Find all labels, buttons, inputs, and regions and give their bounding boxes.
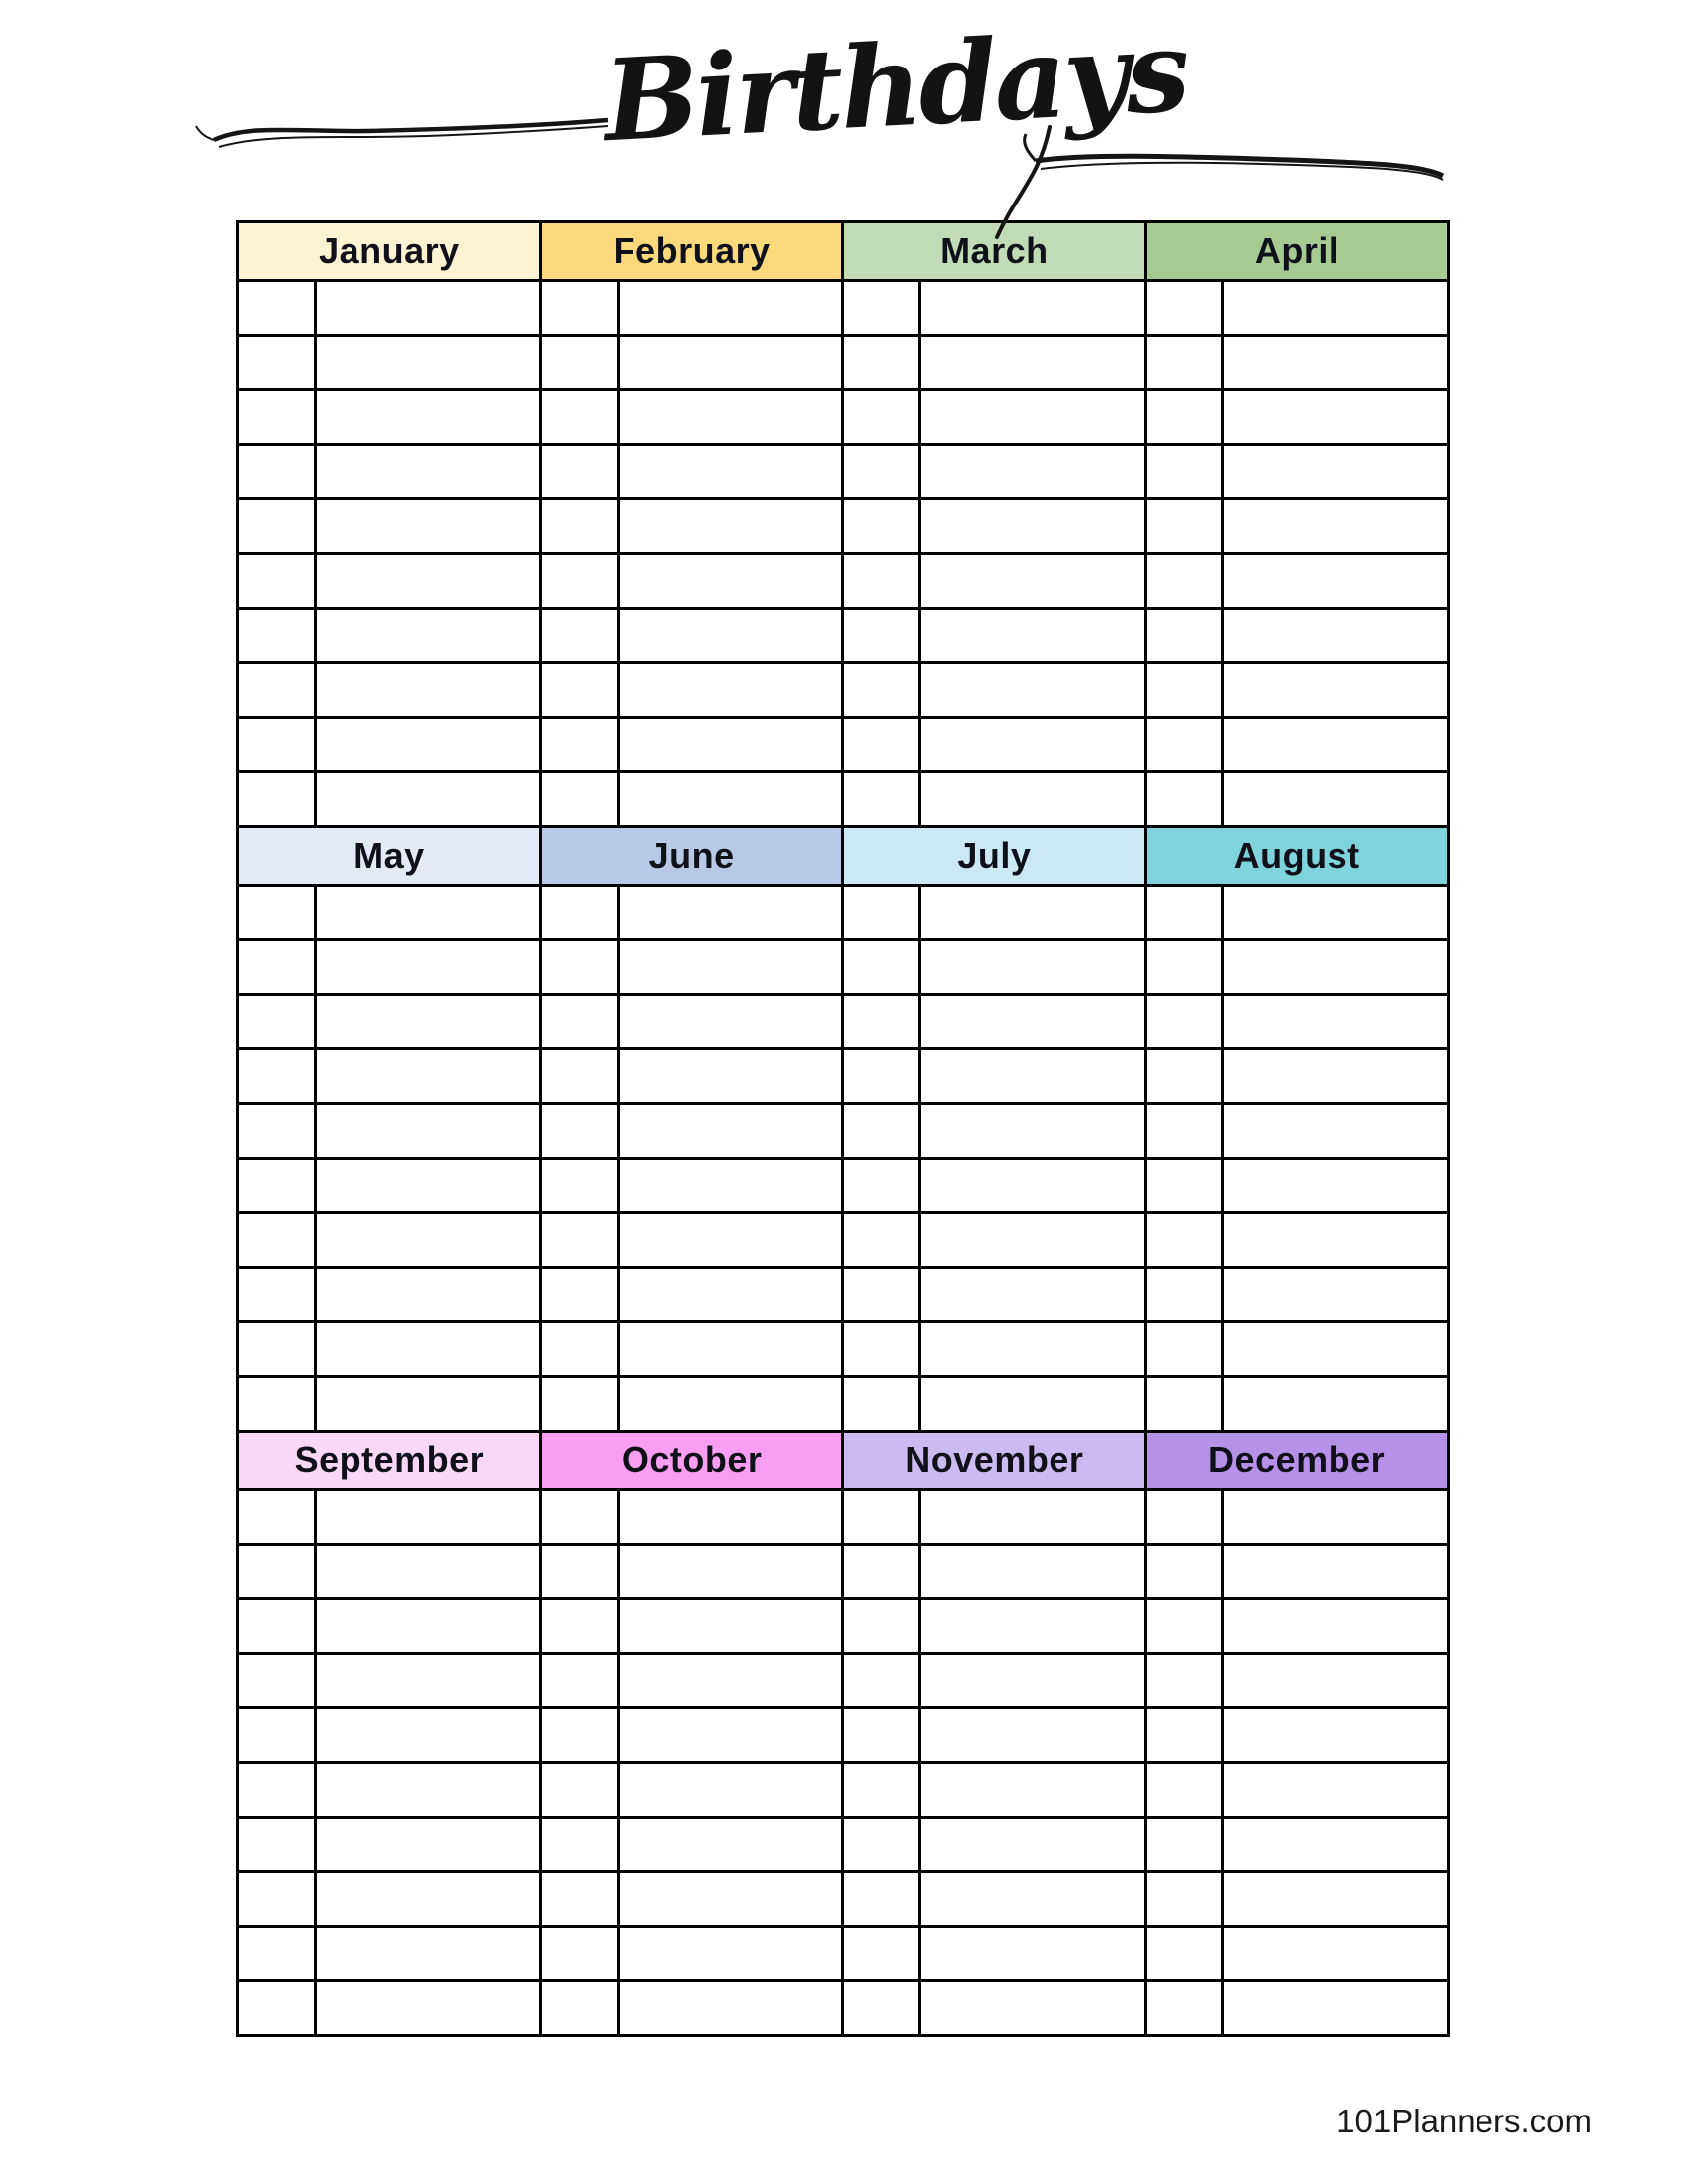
entry-row [238,1104,1449,1159]
december-name-cell[interactable] [1223,1708,1449,1763]
november-name-cell[interactable] [920,1708,1146,1763]
month-header-march: March [843,222,1146,281]
november-date-cell[interactable] [843,1981,920,2036]
entry-row [238,1049,1449,1104]
october-date-cell[interactable] [540,1818,618,1872]
february-name-cell[interactable] [618,390,843,445]
entry-row [238,281,1449,336]
january-date-cell[interactable] [238,281,316,336]
may-name-cell[interactable] [316,995,541,1049]
july-name-cell[interactable] [920,1159,1146,1213]
september-date-cell[interactable] [238,1763,316,1818]
june-date-cell[interactable] [540,1213,618,1268]
month-header-row [238,222,1449,281]
february-date-cell[interactable] [540,772,618,827]
month-header-october: October [540,1432,843,1490]
september-name-cell[interactable] [316,1927,541,1981]
july-date-cell[interactable] [843,886,920,940]
april-name-cell[interactable] [1223,663,1449,718]
december-date-cell[interactable] [1146,1981,1223,2036]
november-date-cell[interactable] [843,1763,920,1818]
entry-row [238,390,1449,445]
november-name-cell[interactable] [920,1818,1146,1872]
june-name-cell[interactable] [618,1104,843,1159]
entry-row [238,1599,1449,1654]
july-date-cell[interactable] [843,995,920,1049]
may-name-cell[interactable] [316,1322,541,1377]
november-name-cell[interactable] [920,1599,1146,1654]
june-name-cell[interactable] [618,1049,843,1104]
entry-row [238,886,1449,940]
january-name-cell[interactable] [316,718,541,772]
april-name-cell[interactable] [1223,772,1449,827]
december-name-cell[interactable] [1223,1490,1449,1545]
april-name-cell[interactable] [1223,609,1449,663]
august-name-cell[interactable] [1223,940,1449,995]
june-name-cell[interactable] [618,1159,843,1213]
entry-row [238,772,1449,827]
month-header-september: September [238,1432,541,1490]
march-name-cell[interactable] [920,718,1146,772]
month-header-row [238,1432,1449,1490]
july-name-cell[interactable] [920,1322,1146,1377]
entry-row [238,995,1449,1049]
april-date-cell[interactable] [1146,281,1223,336]
december-name-cell[interactable] [1223,1981,1449,2036]
march-date-cell[interactable] [843,499,920,554]
august-date-cell[interactable] [1146,995,1223,1049]
april-name-cell[interactable] [1223,554,1449,609]
entry-row [238,1268,1449,1322]
title-flourish-left [214,120,608,140]
september-name-cell[interactable] [316,1763,541,1818]
october-date-cell[interactable] [540,1708,618,1763]
april-date-cell[interactable] [1146,772,1223,827]
december-name-cell[interactable] [1223,1872,1449,1927]
december-date-cell[interactable] [1146,1654,1223,1708]
december-date-cell[interactable] [1146,1545,1223,1599]
september-name-cell[interactable] [316,1599,541,1654]
august-name-cell[interactable] [1223,1268,1449,1322]
july-date-cell[interactable] [843,1213,920,1268]
august-date-cell[interactable] [1146,1268,1223,1322]
february-date-cell[interactable] [540,718,618,772]
august-date-cell[interactable] [1146,1049,1223,1104]
may-date-cell[interactable] [238,1049,316,1104]
march-date-cell[interactable] [843,281,920,336]
november-date-cell[interactable] [843,1654,920,1708]
august-date-cell[interactable] [1146,1377,1223,1432]
october-name-cell[interactable] [618,1763,843,1818]
may-name-cell[interactable] [316,886,541,940]
december-date-cell[interactable] [1146,1818,1223,1872]
october-name-cell[interactable] [618,1599,843,1654]
birthday-table-body [238,222,1449,2036]
september-date-cell[interactable] [238,1708,316,1763]
september-name-cell[interactable] [316,1981,541,2036]
october-name-cell[interactable] [618,1981,843,2036]
october-name-cell[interactable] [618,1490,843,1545]
december-date-cell[interactable] [1146,1599,1223,1654]
march-name-cell[interactable] [920,336,1146,390]
december-date-cell[interactable] [1146,1490,1223,1545]
title-flourish-left-echo [219,126,608,147]
april-name-cell[interactable] [1223,281,1449,336]
september-date-cell[interactable] [238,1872,316,1927]
entry-row [238,718,1449,772]
may-name-cell[interactable] [316,1213,541,1268]
month-header-april: April [1146,222,1449,281]
entry-row [238,1872,1449,1927]
march-name-cell[interactable] [920,554,1146,609]
february-date-cell[interactable] [540,281,618,336]
may-name-cell[interactable] [316,1104,541,1159]
january-name-cell[interactable] [316,609,541,663]
entry-row [238,1490,1449,1545]
september-name-cell[interactable] [316,1654,541,1708]
november-name-cell[interactable] [920,1872,1146,1927]
september-date-cell[interactable] [238,1545,316,1599]
entry-row [238,1763,1449,1818]
december-name-cell[interactable] [1223,1654,1449,1708]
april-date-cell[interactable] [1146,445,1223,499]
july-date-cell[interactable] [843,1322,920,1377]
february-date-cell[interactable] [540,609,618,663]
february-name-cell[interactable] [618,445,843,499]
entry-row [238,940,1449,995]
november-date-cell[interactable] [843,1927,920,1981]
april-date-cell[interactable] [1146,609,1223,663]
april-date-cell[interactable] [1146,554,1223,609]
july-name-cell[interactable] [920,1049,1146,1104]
month-header-july: July [843,827,1146,886]
february-date-cell[interactable] [540,554,618,609]
july-name-cell[interactable] [920,1268,1146,1322]
february-date-cell[interactable] [540,445,618,499]
september-name-cell[interactable] [316,1872,541,1927]
june-name-cell[interactable] [618,1377,843,1432]
april-name-cell[interactable] [1223,718,1449,772]
june-name-cell[interactable] [618,1213,843,1268]
july-name-cell[interactable] [920,886,1146,940]
may-name-cell[interactable] [316,1049,541,1104]
october-name-cell[interactable] [618,1654,843,1708]
march-date-cell[interactable] [843,772,920,827]
march-date-cell[interactable] [843,445,920,499]
october-name-cell[interactable] [618,1927,843,1981]
may-date-cell[interactable] [238,886,316,940]
april-date-cell[interactable] [1146,663,1223,718]
december-date-cell[interactable] [1146,1763,1223,1818]
october-date-cell[interactable] [540,1763,618,1818]
november-name-cell[interactable] [920,1927,1146,1981]
november-date-cell[interactable] [843,1708,920,1763]
entry-row [238,1159,1449,1213]
november-date-cell[interactable] [843,1545,920,1599]
march-date-cell[interactable] [843,663,920,718]
entry-row [238,609,1449,663]
february-date-cell[interactable] [540,336,618,390]
april-name-cell[interactable] [1223,336,1449,390]
march-name-cell[interactable] [920,609,1146,663]
entry-row [238,1818,1449,1872]
title-flourish-left-fork [196,126,214,140]
june-date-cell[interactable] [540,1268,618,1322]
june-name-cell[interactable] [618,995,843,1049]
march-date-cell[interactable] [843,336,920,390]
june-date-cell[interactable] [540,1377,618,1432]
may-date-cell[interactable] [238,995,316,1049]
february-name-cell[interactable] [618,499,843,554]
july-name-cell[interactable] [920,1213,1146,1268]
september-date-cell[interactable] [238,1599,316,1654]
january-name-cell[interactable] [316,663,541,718]
august-name-cell[interactable] [1223,995,1449,1049]
december-date-cell[interactable] [1146,1708,1223,1763]
november-name-cell[interactable] [920,1490,1146,1545]
june-date-cell[interactable] [540,886,618,940]
entry-row [238,499,1449,554]
july-name-cell[interactable] [920,995,1146,1049]
june-date-cell[interactable] [540,1049,618,1104]
october-date-cell[interactable] [540,1490,618,1545]
month-header-december: December [1146,1432,1449,1490]
august-name-cell[interactable] [1223,1322,1449,1377]
october-date-cell[interactable] [540,1599,618,1654]
entry-row [238,336,1449,390]
may-date-cell[interactable] [238,1104,316,1159]
may-date-cell[interactable] [238,1322,316,1377]
month-header-may: May [238,827,541,886]
february-name-cell[interactable] [618,336,843,390]
september-name-cell[interactable] [316,1818,541,1872]
may-date-cell[interactable] [238,1268,316,1322]
august-date-cell[interactable] [1146,1104,1223,1159]
september-date-cell[interactable] [238,1490,316,1545]
november-name-cell[interactable] [920,1981,1146,2036]
april-date-cell[interactable] [1146,336,1223,390]
september-date-cell[interactable] [238,1654,316,1708]
entry-row [238,1708,1449,1763]
august-name-cell[interactable] [1223,1213,1449,1268]
november-date-cell[interactable] [843,1818,920,1872]
january-name-cell[interactable] [316,390,541,445]
january-date-cell[interactable] [238,499,316,554]
december-name-cell[interactable] [1223,1599,1449,1654]
july-date-cell[interactable] [843,1268,920,1322]
january-name-cell[interactable] [316,336,541,390]
december-date-cell[interactable] [1146,1872,1223,1927]
october-name-cell[interactable] [618,1872,843,1927]
january-date-cell[interactable] [238,336,316,390]
october-name-cell[interactable] [618,1818,843,1872]
january-date-cell[interactable] [238,609,316,663]
november-date-cell[interactable] [843,1872,920,1927]
entry-row [238,1545,1449,1599]
march-name-cell[interactable] [920,772,1146,827]
march-name-cell[interactable] [920,445,1146,499]
footer-site-text: 101Planners.com [1336,2103,1592,2139]
entry-row [238,445,1449,499]
june-date-cell[interactable] [540,940,618,995]
entry-row [238,1213,1449,1268]
april-date-cell[interactable] [1146,499,1223,554]
entry-row [238,1322,1449,1377]
july-date-cell[interactable] [843,1104,920,1159]
title-flourish-right [1036,156,1443,176]
month-header-row [238,827,1449,886]
may-date-cell[interactable] [238,1377,316,1432]
month-header-february: February [540,222,843,281]
march-name-cell[interactable] [920,281,1146,336]
october-name-cell[interactable] [618,1545,843,1599]
february-name-cell[interactable] [618,609,843,663]
january-date-cell[interactable] [238,663,316,718]
entry-row [238,1377,1449,1432]
march-date-cell[interactable] [843,390,920,445]
may-date-cell[interactable] [238,940,316,995]
september-name-cell[interactable] [316,1490,541,1545]
june-name-cell[interactable] [618,1268,843,1322]
march-date-cell[interactable] [843,718,920,772]
june-name-cell[interactable] [618,940,843,995]
february-date-cell[interactable] [540,499,618,554]
may-name-cell[interactable] [316,940,541,995]
december-name-cell[interactable] [1223,1818,1449,1872]
october-name-cell[interactable] [618,1708,843,1763]
november-date-cell[interactable] [843,1599,920,1654]
january-date-cell[interactable] [238,390,316,445]
september-date-cell[interactable] [238,1927,316,1981]
september-date-cell[interactable] [238,1818,316,1872]
august-date-cell[interactable] [1146,1213,1223,1268]
january-name-cell[interactable] [316,281,541,336]
january-name-cell[interactable] [316,499,541,554]
november-name-cell[interactable] [920,1654,1146,1708]
august-date-cell[interactable] [1146,940,1223,995]
july-name-cell[interactable] [920,1377,1146,1432]
june-date-cell[interactable] [540,1159,618,1213]
august-name-cell[interactable] [1223,1159,1449,1213]
may-date-cell[interactable] [238,1213,316,1268]
august-name-cell[interactable] [1223,1104,1449,1159]
entry-row [238,1654,1449,1708]
november-name-cell[interactable] [920,1545,1146,1599]
may-name-cell[interactable] [316,1159,541,1213]
september-date-cell[interactable] [238,1981,316,2036]
month-header-november: November [843,1432,1146,1490]
september-name-cell[interactable] [316,1708,541,1763]
june-name-cell[interactable] [618,1322,843,1377]
november-date-cell[interactable] [843,1490,920,1545]
january-name-cell[interactable] [316,445,541,499]
august-date-cell[interactable] [1146,1322,1223,1377]
april-date-cell[interactable] [1146,390,1223,445]
february-name-cell[interactable] [618,281,843,336]
december-date-cell[interactable] [1146,1927,1223,1981]
march-name-cell[interactable] [920,663,1146,718]
january-date-cell[interactable] [238,772,316,827]
january-date-cell[interactable] [238,718,316,772]
entry-row [238,1927,1449,1981]
entry-row [238,663,1449,718]
page-title: Birthdays [600,4,1190,168]
june-name-cell[interactable] [618,886,843,940]
july-date-cell[interactable] [843,1377,920,1432]
august-name-cell[interactable] [1223,886,1449,940]
february-name-cell[interactable] [618,772,843,827]
may-name-cell[interactable] [316,1268,541,1322]
february-name-cell[interactable] [618,663,843,718]
february-name-cell[interactable] [618,554,843,609]
january-name-cell[interactable] [316,772,541,827]
may-name-cell[interactable] [316,1377,541,1432]
april-name-cell[interactable] [1223,390,1449,445]
november-name-cell[interactable] [920,1763,1146,1818]
august-name-cell[interactable] [1223,1049,1449,1104]
december-name-cell[interactable] [1223,1545,1449,1599]
september-name-cell[interactable] [316,1545,541,1599]
entry-row [238,1981,1449,2036]
october-date-cell[interactable] [540,1927,618,1981]
title-flourish-right-echo [1041,163,1443,180]
june-date-cell[interactable] [540,1104,618,1159]
birthday-table [236,220,1450,2037]
june-date-cell[interactable] [540,995,618,1049]
may-date-cell[interactable] [238,1159,316,1213]
january-date-cell[interactable] [238,445,316,499]
february-date-cell[interactable] [540,663,618,718]
month-header-august: August [1146,827,1449,886]
april-name-cell[interactable] [1223,499,1449,554]
month-header-june: June [540,827,843,886]
december-name-cell[interactable] [1223,1763,1449,1818]
march-name-cell[interactable] [920,499,1146,554]
july-name-cell[interactable] [920,1104,1146,1159]
october-date-cell[interactable] [540,1872,618,1927]
january-date-cell[interactable] [238,554,316,609]
december-name-cell[interactable] [1223,1927,1449,1981]
march-date-cell[interactable] [843,554,920,609]
june-date-cell[interactable] [540,1322,618,1377]
july-date-cell[interactable] [843,1049,920,1104]
february-date-cell[interactable] [540,390,618,445]
entry-row [238,554,1449,609]
august-date-cell[interactable] [1146,886,1223,940]
october-date-cell[interactable] [540,1654,618,1708]
march-name-cell[interactable] [920,390,1146,445]
august-date-cell[interactable] [1146,1159,1223,1213]
october-date-cell[interactable] [540,1545,618,1599]
february-name-cell[interactable] [618,718,843,772]
month-header-january: January [238,222,541,281]
april-name-cell[interactable] [1223,445,1449,499]
august-name-cell[interactable] [1223,1377,1449,1432]
july-date-cell[interactable] [843,1159,920,1213]
march-date-cell[interactable] [843,609,920,663]
july-name-cell[interactable] [920,940,1146,995]
july-date-cell[interactable] [843,940,920,995]
october-date-cell[interactable] [540,1981,618,2036]
april-date-cell[interactable] [1146,718,1223,772]
january-name-cell[interactable] [316,554,541,609]
